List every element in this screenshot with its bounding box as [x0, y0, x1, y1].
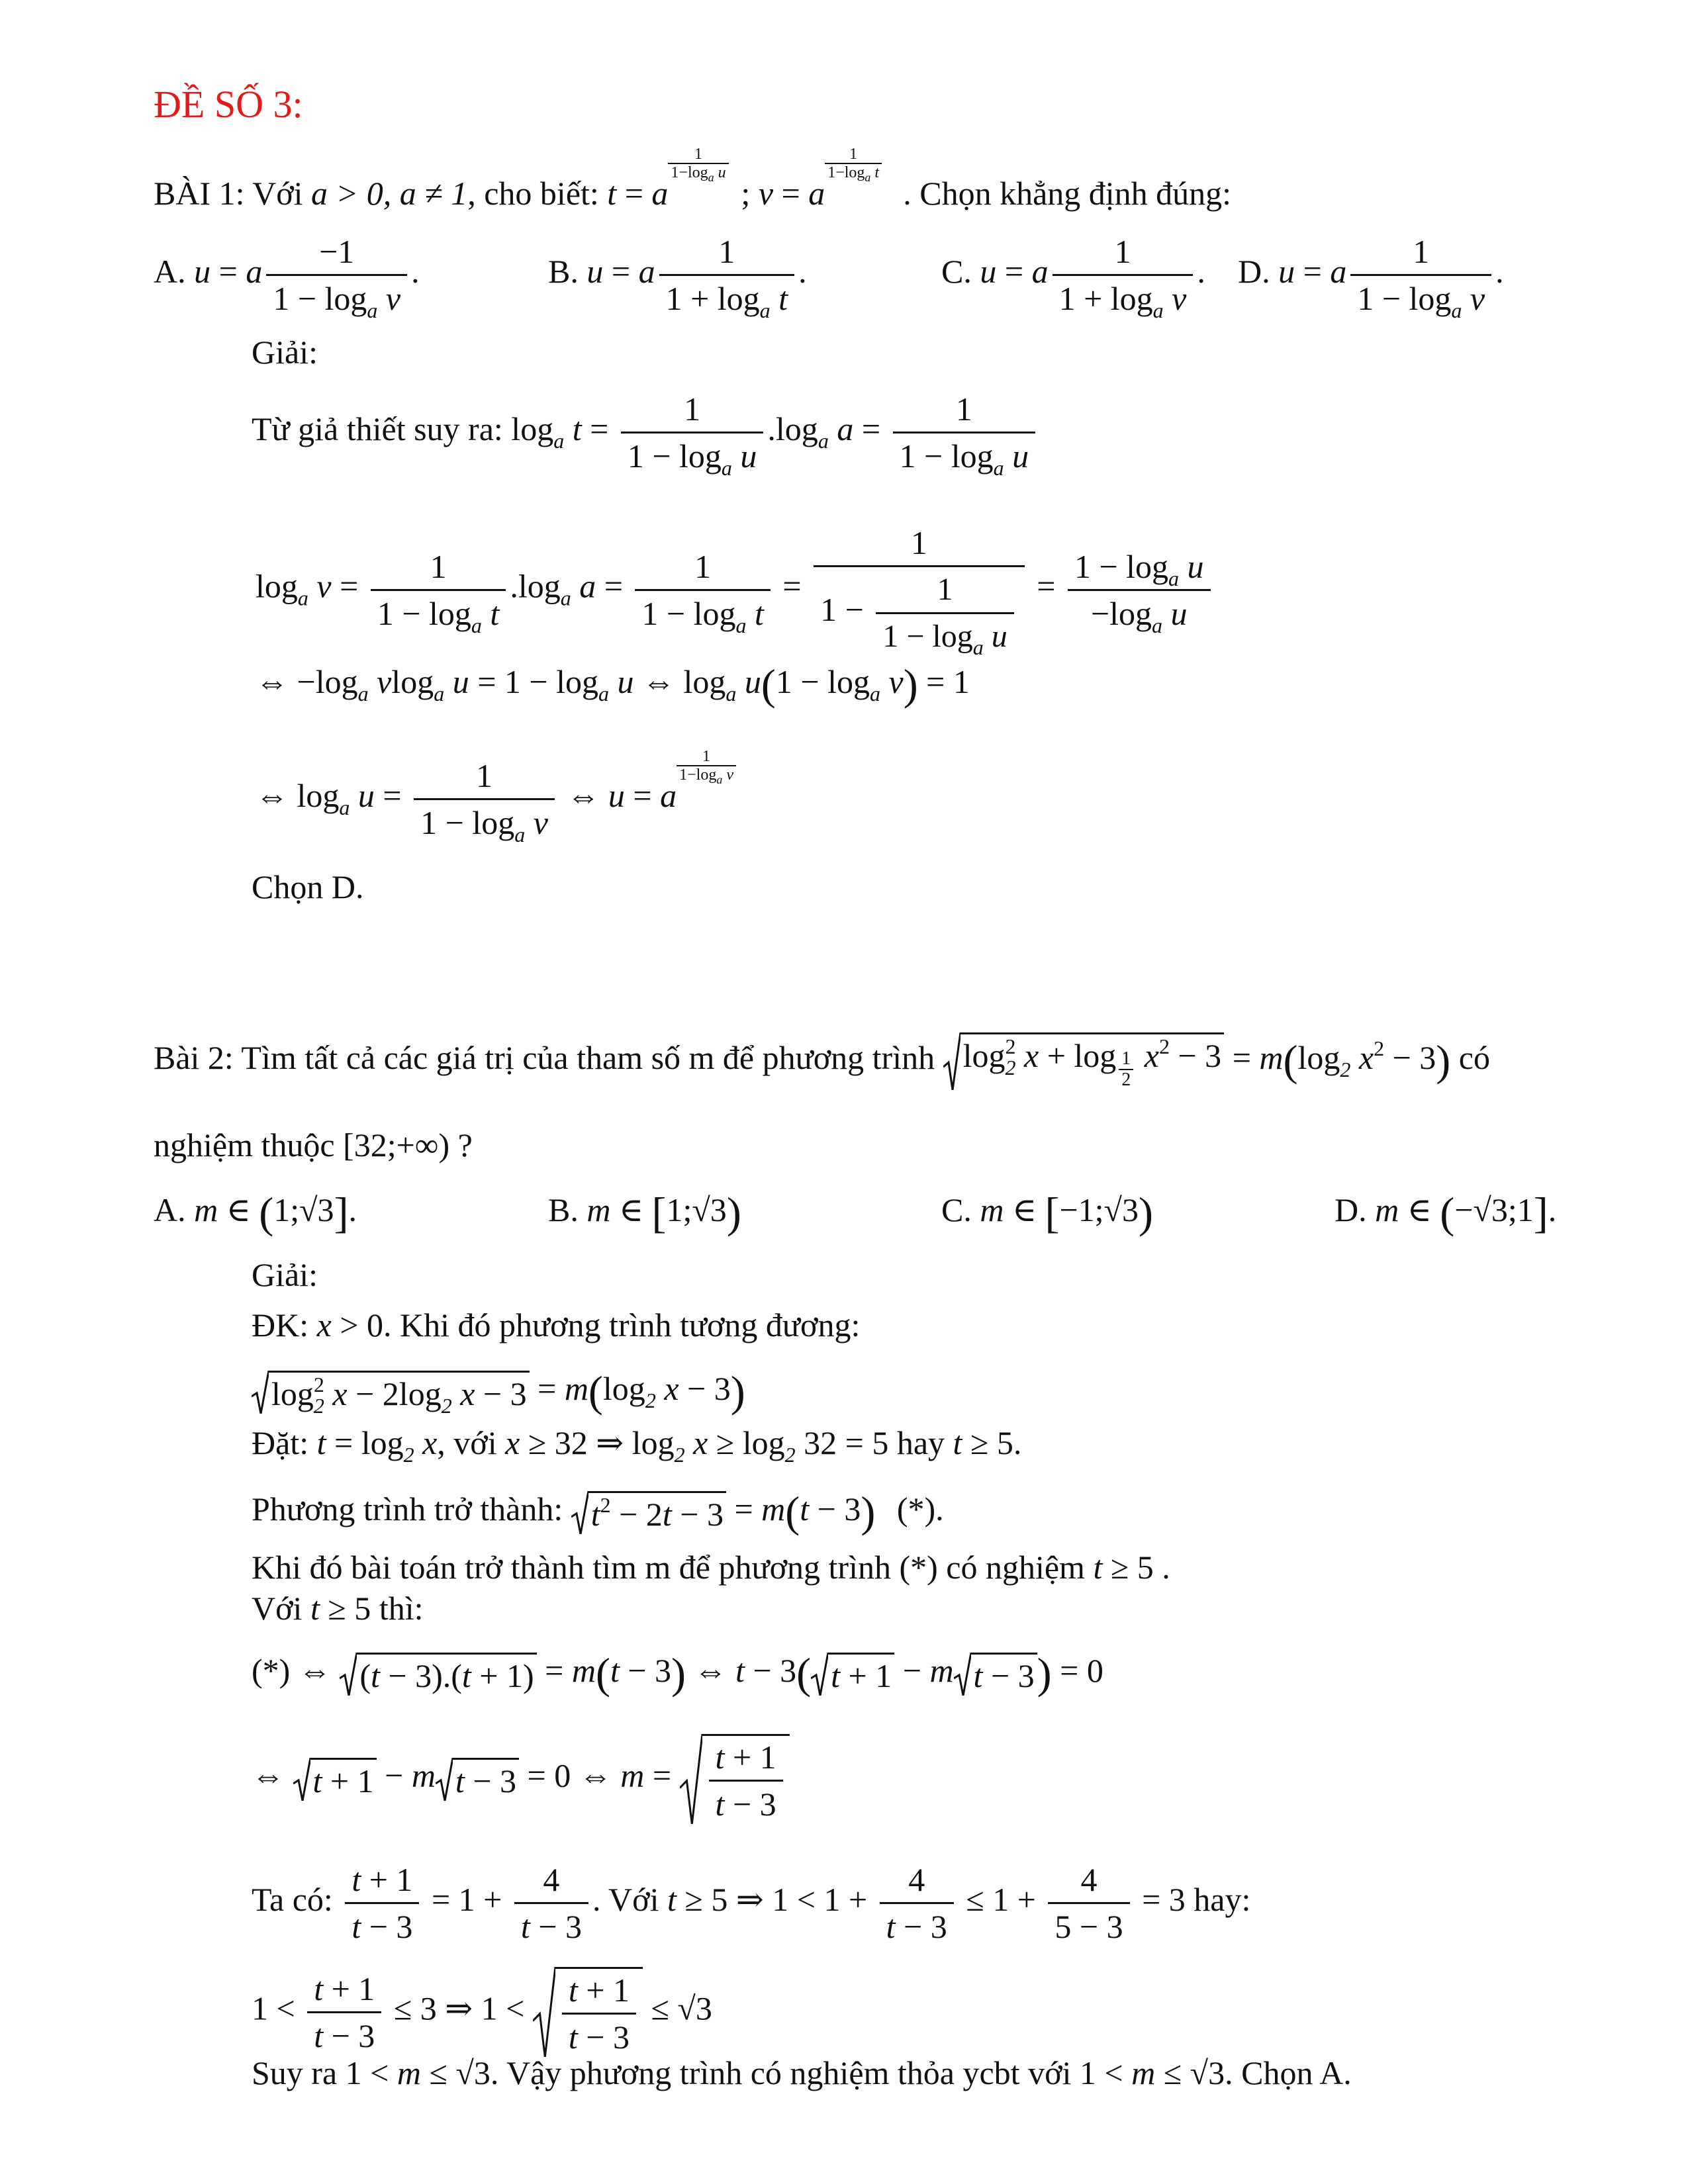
bai2-answer: . Chọn A. [1225, 2054, 1352, 2091]
bai1-from-text: Từ giả thiết suy ra: [252, 410, 503, 447]
bai2-step-voi: Với t ≥ 5 thì: [252, 1590, 424, 1627]
bai2-conclusion: Suy ra 1 < m ≤ √3. Vậy phương trình có nghiệm thỏa ycbt với 1 < m ≤ √3. Chọn A. [252, 2054, 1352, 2091]
bai2-step-equiv: $\log_2^2 x - 2\log_2$ x − 3 = $m(\log_2$ x − 3) [252, 1369, 745, 1414]
bai2-taco-text: Ta có: [252, 1880, 333, 1918]
bai2-thi-text: thì: [379, 1590, 424, 1627]
page-title: ĐỀ SỐ 3: [154, 83, 303, 126]
bai1-option-c-row: C. u = a $\frac{1}{1 + \log_a v}$ . [941, 233, 1205, 322]
bai2-step-m: ⇔ t + 1 − m t − 3 = 0 ⇔ m = $\frac{t + 1}{t - 3}$ [252, 1734, 790, 1824]
bai2-interval: [32;+∞) [343, 1126, 450, 1163]
bai1-solution-label: Giải: [252, 334, 318, 371]
bai1-question: BÀI 1: Với a > 0, a ≠ 1, cho biết: t = a 1 $1-\log_a$ u ; v = a 1 $1-\log_a$ t . Chọn khẳng định đúng: [154, 146, 1232, 212]
bai2-solution-label: Giải: [252, 1256, 318, 1293]
bai2-hay2-text: hay: [1194, 1880, 1251, 1918]
bai2-voi2-text: . Với [592, 1880, 659, 1918]
bai1-condition: a > 0, a ≠ 1 [311, 175, 468, 212]
bai1-step-1: Từ giả thiết suy ra: $\log_a t$ = $\frac{1}{1 - \log_a u}$ $.\log_a$ a = $\frac{1}{1 - \log_a u}$ [252, 389, 1039, 476]
bai2-step-pt: Phương trình trở thành: $t^2 - 2t - 3$ = m(t − 3) (*). [252, 1488, 944, 1537]
bai2-qmark: ? [457, 1126, 473, 1163]
bai2-option-c-row: C. m ∈ [−1;√3) [941, 1189, 1153, 1238]
bai1-step-2: $\log_a v$ = $\frac{1}{1 - \log_a t}$ $.\log_a$ a = $\frac{1}{1 - \log_a t}$ = 1 1 − $\frac{1}{1 - \log_a u}$ = $\frac{1 - \log_a u}{-\log_a u}$ [256, 523, 1215, 657]
bai2-nghiem-text: nghiệm thuộc [154, 1126, 335, 1163]
bai2-option-d: D. [1335, 1191, 1367, 1228]
bai2-option-d-row: D. m ∈ (−√3;1]. [1335, 1189, 1557, 1238]
bai2-hay-text: hay [896, 1424, 945, 1461]
bai2-dk-text: ĐK: [252, 1306, 309, 1343]
bai2-step-bound: 1 < $\frac{t + 1}{t - 3}$ ≤ 3 ⇒ 1 < $\frac{t + 1}{t - 3}$ ≤ √3 [252, 1967, 712, 2057]
bai2-label: Bài 2: Tìm tất cả các giá trị của tham số m để phương trình [154, 1038, 935, 1076]
bai2-co-text: có [1458, 1038, 1490, 1076]
bai2-option-b-row: B. m ∈ [1;√3) [548, 1189, 741, 1238]
bai2-option-c: C. [941, 1191, 972, 1228]
bai2-vay-text: . Vậy phương trình có nghiệm thỏa ycbt với [490, 2054, 1072, 2091]
bai2-question-line2 [154, 1125, 473, 1165]
bai1-option-c: C. [941, 252, 972, 290]
bai2-question: Bài 2: Tìm tất cả các giá trị của tham số m để phương trình $\log_2^2 x + \log$ $\frac{1}{2}$ $x^2 - 3$ = $m(\log_2$ $x^2 - 3$) có [154, 1032, 1490, 1090]
bai1-options: A. u = a $\frac{-1}{1 - \log_a v}$ . [154, 233, 420, 322]
bai1-step-4: ⇔ $\log_a u$ = $\frac{1}{1 - \log_a v}$ ⇔ u = a 1 $1-\log_a$ v [256, 756, 677, 842]
bai1-option-b: B. [548, 252, 579, 290]
bai2-dat-text: Đặt: [252, 1424, 309, 1461]
bai2-step-dat: Đặt: $t = \log_2 x$, với x ≥ 32 ⇒ $\log_2 x \ge \log_2 32 = 5$ hay t ≥ 5. [252, 1424, 1022, 1467]
bai2-option-b: B. [548, 1191, 579, 1228]
bai2-option-a-row: A. m ∈ (1;√3]. [154, 1189, 357, 1238]
bai1-option-a: A. [154, 252, 186, 290]
bai1-option-d-row: D. u = a $\frac{1}{1 - \log_a v}$ . [1238, 233, 1504, 322]
bai2-step-khi: Khi đó bài toán trở thành tìm m để phương trình (*) có nghiệm t ≥ 5 . [252, 1549, 1170, 1586]
bai1-choose-text: . Chọn khẳng định đúng: [903, 175, 1232, 212]
bai2-suyra-text: Suy ra [252, 2054, 338, 2091]
bai1-option-b-row: B. u = a $\frac{1}{1 + \log_a t}$ . [548, 233, 807, 322]
bai1-answer: Chọn D. [252, 868, 364, 905]
bai1-label: BÀI 1: Với [154, 175, 303, 212]
bai2-dk-rest: . Khi đó phương trình tương đương: [383, 1306, 861, 1343]
bai1-option-d: D. [1238, 252, 1270, 290]
bai2-pt-text: Phương trình trở thành: [252, 1490, 563, 1527]
bai2-option-a: A. [154, 1191, 186, 1228]
bai2-khi-text: Khi đó bài toán trở thành tìm m để phương trình (*) có nghiệm [252, 1549, 1085, 1586]
bai2-step-taco: Ta có: $\frac{t + 1}{t - 3}$ = 1 + $\frac{4}{t - 3}$ . Với t ≥ 5 ⇒ 1 < 1 + $\frac{4}{t - 3}$ ≤ 1 + $\frac{4}{5 - 3}$ = 3 hay: [252, 1861, 1251, 1945]
bai2-step-star: (*) ⇔ (t − 3).(t + 1) = m(t − 3) ⇔ t − 3( t + 1 − m t − 3 ) = 0 [252, 1649, 1103, 1698]
bai2-step-dk: ĐK: x > 0. Khi đó phương trình tương đương: [252, 1306, 861, 1343]
bai2-star: (*). [896, 1490, 944, 1527]
bai1-step-3: ⇔ $-\log_a$ vlog$_a$ $u = 1 - \log_a u$ ⇔ $\log_a u(1 - \log_a v) = 1$ [256, 660, 970, 709]
bai1-given-text: , cho biết: [467, 175, 599, 212]
bai2-voi-t-text: Với [252, 1590, 303, 1627]
bai2-voi-text: , với [437, 1424, 497, 1461]
